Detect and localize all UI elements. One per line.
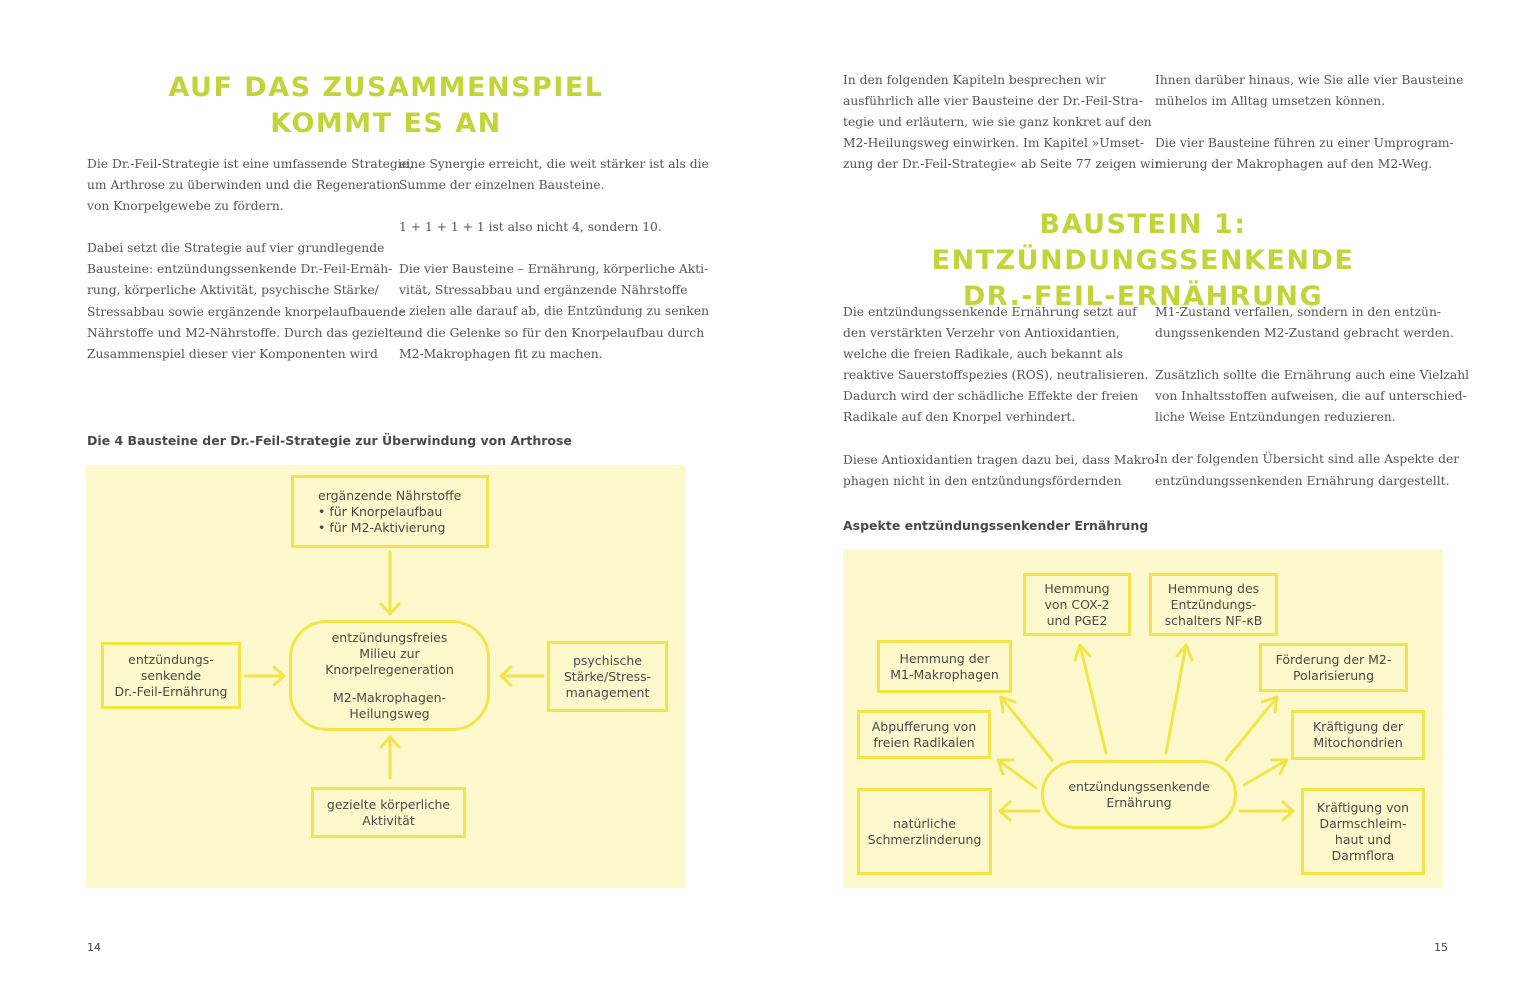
box-text-line: Förderung der M2- (1275, 651, 1392, 667)
left-diagram-caption: Die 4 Bausteine der Dr.-Feil-Strategie zur Überwindung von Arthrose (87, 433, 572, 448)
arrow-to-nfkb (1166, 645, 1192, 753)
box-m2 (1259, 643, 1408, 692)
text-line: Radikale auf den Knorpel verhindert. (843, 410, 1076, 425)
box-text-line: • für M2-Aktivierung (318, 519, 446, 535)
text-line: Die Dr.-Feil-Strategie ist eine umfassende Strategie, (87, 157, 413, 171)
arrow-to-pain (1000, 802, 1039, 820)
text-line: Stressabbau sowie ergänzende knorpelaufbauende (87, 304, 406, 319)
box-text-line: psychische (572, 652, 643, 668)
text-line: – zielen alle darauf ab, die Entzündung zu senken (399, 304, 710, 319)
text-line: reaktive Sauerstoffspezies (ROS), neutralisieren. (843, 368, 1149, 383)
text-line: Ihnen darüber hinaus, wie Sie alle vier Bausteine (1155, 73, 1464, 87)
text-line: den verstärkten Verzehr von Antioxidantien, (843, 326, 1120, 341)
box-text-line: Ernährung (1106, 794, 1172, 810)
box-text-line: Milieu zur (359, 645, 420, 661)
right-diagram-caption: Aspekte entzündungssenkender Ernährung (843, 518, 1149, 533)
text-line: Nährstoffe und M2-Nährstoffe. Durch das gezielte (87, 325, 401, 340)
text-line: welche die freien Radikale, auch bekannt als (843, 347, 1124, 362)
box-text-line: Hemmung der (899, 650, 990, 666)
text-line: M1-Zustand verfallen, sondern in den entzün- (1155, 305, 1442, 319)
text-line: entzündungssenkenden Ernährung dargestellt. (1155, 473, 1450, 488)
text-line: um Arthrose zu überwinden und die Regeneration (87, 178, 401, 193)
text-line: Bausteine: entzündungssenkende Dr.-Feil-Ernäh- (87, 262, 393, 277)
box-text-line: Abpufferung von (871, 718, 977, 734)
text-line: mierung der Makrophagen auf den M2-Weg. (1155, 157, 1433, 172)
box-pain (857, 788, 992, 875)
box-nfkb (1149, 573, 1278, 636)
box-text-line: ergänzende Nährstoffe (318, 487, 462, 503)
text-line: Zusammenspiel dieser vier Komponenten wird (87, 346, 378, 361)
arrow-to-gut (1240, 802, 1293, 820)
box-center-nutrition (1041, 760, 1237, 829)
text-line: liche Weise Entzündungen reduzieren. (1155, 410, 1396, 425)
box-text-line: Kräftigung der (1312, 719, 1403, 734)
box-text-line: Knorpelregeneration (325, 661, 454, 677)
text-line: eine Synergie erreicht, die weit stärker ist als die (399, 157, 709, 171)
box-m1 (877, 640, 1012, 693)
box-text-line: Darmflora (1331, 847, 1395, 863)
box-text-line: Aktivität (362, 812, 415, 828)
box-text-line: Hemmung (1044, 580, 1110, 596)
text-line: Diese Antioxidantien tragen dazu bei, dass Makro- (843, 452, 1159, 467)
box-radicals (857, 710, 991, 759)
text-line: und die Gelenke so für den Knorpelaufbau durch (399, 325, 705, 340)
box-text-line: Hemmung des (1167, 580, 1260, 596)
page-number-left: 14 (87, 941, 101, 954)
text-line: tegie und erläutern, wie sie ganz konkret auf den (843, 115, 1152, 130)
box-text-line: entzündungs- (128, 651, 214, 667)
text-line: Die vier Bausteine – Ernährung, körperliche Akti- (399, 262, 709, 277)
box-text-line: Dr.-Feil-Ernährung (114, 683, 228, 699)
text-line: Zusätzlich sollte die Ernährung auch eine Vielzahl (1155, 368, 1470, 383)
heading-line: AUF DAS ZUSAMMENSPIEL (168, 72, 604, 103)
heading-line: BAUSTEIN 1: ENTZÜNDUNGSSENKENDE (931, 209, 1355, 276)
box-text-line: entzündungssenkende (1068, 778, 1210, 794)
box-text-line: Stärke/Stress- (563, 668, 652, 684)
text-line: Die vier Bausteine führen zu einer Umprogram- (1155, 136, 1454, 151)
box-text-line: Entzündungs- (1170, 596, 1257, 612)
arrow-to-m2 (1226, 697, 1277, 760)
text-line: phagen nicht in den entzündungsfördernden (843, 473, 1122, 488)
text-line: mühelos im Alltag umsetzen können. (1155, 94, 1386, 109)
text-line: Dabei setzt die Strategie auf vier grundlegende (87, 241, 385, 256)
box-text-line: Polarisierung (1292, 667, 1375, 683)
text-line: Summe der einzelnen Bausteine. (399, 178, 605, 193)
arrow-to-radicals (998, 760, 1036, 788)
text-line: In den folgenden Kapiteln besprechen wir (843, 73, 1106, 87)
box-text-line: schalters NF-κB (1164, 612, 1263, 628)
page-number-right: 15 (1434, 941, 1448, 954)
box-text-line: Heilungsweg (349, 705, 430, 721)
box-text-line: M2-Makrophagen- (332, 689, 447, 705)
box-text-line: natürliche (893, 815, 956, 831)
text-line: M2-Heilungsweg einwirken. Im Kapitel »Umset- (843, 136, 1145, 151)
text-line: 1 + 1 + 1 + 1 ist also nicht 4, sondern 10. (399, 220, 662, 235)
box-text-line: haut und (1334, 831, 1392, 847)
box-text-line: freien Radikalen (873, 734, 975, 750)
box-text-line: Schmerzlinderung (867, 831, 982, 847)
box-text-line: Mitochondrien (1313, 735, 1403, 750)
heading-line: DR.-FEIL-ERNÄHRUNG (962, 281, 1324, 312)
text-line: von Inhaltsstoffen aufweisen, die auf unterschied- (1155, 389, 1467, 404)
heading-line: KOMMT ES AN (270, 108, 502, 139)
text-line: zung der Dr.-Feil-Strategie« ab Seite 77 zeigen wir (843, 157, 1161, 172)
text-line: rung, körperliche Aktivität, psychische Stärke/ (87, 283, 379, 298)
box-text-line: entzündungsfreies (331, 629, 448, 645)
text-line: ausführlich alle vier Bausteine der Dr.-Feil-Stra- (843, 94, 1143, 109)
box-cox2 (1023, 573, 1131, 636)
box-text-line: und PGE2 (1046, 612, 1108, 628)
box-text-line: Kräftigung von (1316, 799, 1410, 815)
text-line: Dadurch wird der schädliche Effekte der freien (843, 389, 1139, 404)
box-gut (1301, 788, 1425, 875)
arrow-to-mito (1244, 760, 1287, 785)
box-mitochondria (1291, 710, 1425, 760)
text-line: dungssenkenden M2-Zustand gebracht werden. (1155, 326, 1454, 341)
box-text-line: management (565, 684, 650, 700)
text-line: In der folgenden Übersicht sind alle Aspekte der (1155, 452, 1460, 467)
text-line: von Knorpelgewebe zu fördern. (87, 199, 284, 214)
text-line: M2-Makrophagen fit zu machen. (399, 346, 603, 361)
arrow-to-m1 (1001, 697, 1052, 760)
text-line: Die entzündungssenkende Ernährung setzt auf (843, 305, 1137, 319)
text-line: vität, Stressabbau und ergänzende Nährstoffe (399, 283, 688, 298)
box-text-line: von COX-2 (1044, 596, 1110, 612)
box-text-line: • für Knorpelaufbau (318, 503, 443, 519)
box-text-line: Darmschleim- (1319, 815, 1407, 831)
box-text-line: M1-Makrophagen (890, 666, 999, 682)
box-text-line: gezielte körperliche (326, 796, 451, 812)
arrow-to-cox (1075, 645, 1106, 753)
box-text-line: senkende (140, 667, 202, 683)
